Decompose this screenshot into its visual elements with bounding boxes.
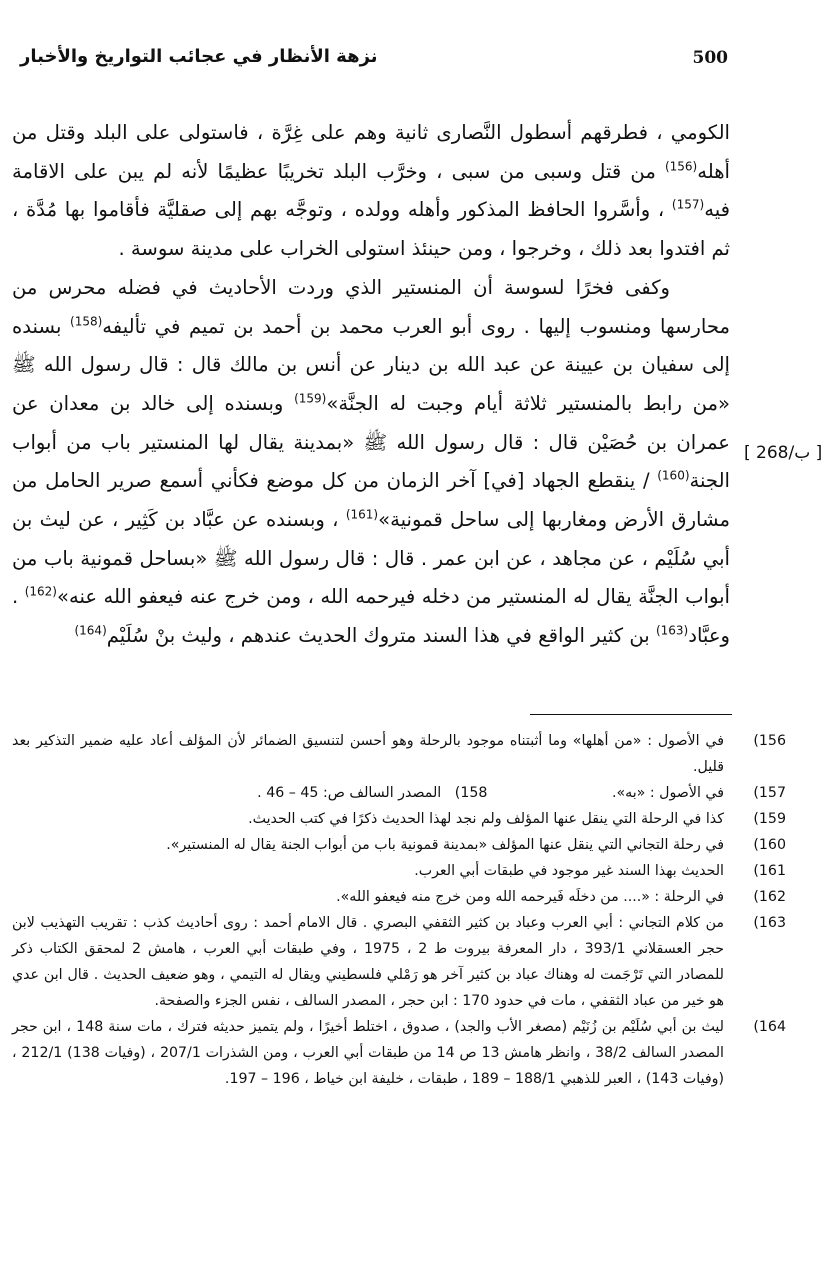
footnote-164 [12,1014,790,1092]
footnote-text: في الرحلة : «.... من دخلَه فَيرحمه الله ومن خرج منه فيعفو الله». [336,889,724,905]
text-run: بن كثير الواقع في هذا السند متروك الحديث عندهم ، وليث بنْ سُلَيْم [106,624,656,648]
footnote-number: 159) [753,811,786,827]
running-title: نزهة الأنظار في عجائب التواريخ والأخبار [20,46,378,67]
text-run: وبسنده إلى خالد بن معدان عن عمران بن حُصَيْن قال : قال رسول الله ﷺ «بمدينة يقال لها المنستير باب من أبواب الجنة [12,391,730,493]
footnote-163 [12,910,790,1014]
footnote-text: المصدر السالف ص: 45 – 46 . [257,785,442,801]
footnote-ref-160[interactable]: (160) [657,468,690,483]
manuscript-folio-marker: [ 268/ب ] [744,443,823,463]
text-run: وكفى فخرًا لسوسة أن المنستير الذي وردت الأحاديث في فضله محرس من محارسها ومنسوب إليها . روى أبو العرب محمد بن أحمد بن تميم في تأليفه [12,275,730,338]
page-header [20,40,816,76]
footnote-text: ليث بن أبي سُلَيْم بن زُنَيْم (مصغر الأب والجد) ، صدوق ، اختلط أخيرًا ، ولم يتميز حديثه فترك ، مات سنة 148 ، ابن حجر المصدر السالف 38/2 ، وانظر هامش 13 ص 14 من طبقات أبي العرب ، ومن الشذرات 207/1 ، (وفيات 138) 212/1 ، (وفيات 143) ، العبر للذهبي 188/1 – 189 ، طبقات ، خليفة ابن خياط ، 196 – 197. [12,1019,724,1087]
text-run: / ينقطع الجهاد [في] آخر الزمان من كل موضع فكأني أسمع صرير الحامل من مشارق الأرض ومغاربها إلى ساحل قمونية» [12,469,731,532]
footnote-ref-156[interactable]: (156) [664,159,698,174]
page-number: 500 [692,48,728,68]
footnote-number: 162) [753,889,786,905]
text-run: . وعبَّاد [12,585,730,648]
footnote-text: الحديث بهذا السند غير موجود في طبقات أبي العرب. [414,863,724,879]
footnote-160 [12,832,790,858]
footnote-text: في الأصول : «به». [611,785,724,801]
footnote-ref-162[interactable]: (162) [24,584,57,599]
footnote-separator [530,714,732,715]
footnote-text: في رحلة التجاني التي ينقل عنها المؤلف «بمدينة قمونية باب من أبواب الجنة يقال له المنستير». [166,837,724,853]
text-run: ، وبسنده عن عبَّاد بن كَثِير ، عن ليث بن أبي سُلَيْم ، عن مجاهد ، عن ابن عمر . قال : قال رسول الله ﷺ «بساحل قمونية باب من أبواب الجنَّة يقال له المنستير من دخله فيرحمه الله ، ومن خرج عنه فيعفو الله عنه» [12,508,730,609]
footnote-number: 161) [753,863,786,879]
footnote-number: 160) [753,837,786,853]
footnote-ref-164[interactable]: (164) [74,623,107,638]
footnote-159 [12,806,790,832]
footnote-text: كذا في الرحلة التي ينقل عنها المؤلف ولم نجد لهذا الحديث ذكرًا في كتب الحديث. [248,811,724,827]
footnote-number: 156) [753,733,786,749]
text-run: بسنده إلى سفيان بن عيينة عن عبد الله بن دينار عن أنس بن مالك قال : قال رسول الله ﷺ «من رابط بالمنستير ثلاثة أيام وجبت له الجنَّة» [12,314,730,415]
footnote-number: 164) [753,1019,786,1035]
text-run: ، وأسَّروا الحافظ المذكور وأهله وولده ، وتوجَّه بهم إلى صقليَّة فأقاموا بها مُدَّة ، ثم افتدوا بعد ذلك ، وخرجوا ، ومن حينئذ استولى الخراب على مدينة سوسة . [12,198,730,261]
text-run: الكومي ، فطرقهم أسطول النَّصارى ثانية وهم على غِرَّة ، فاستولى على البلد وقتل من أهله [12,121,730,183]
footnote-157-158 [12,780,790,806]
footnote-number: 163) [753,915,786,931]
footnote-158-inline [257,780,607,806]
footnote-ref-163[interactable]: (163) [655,623,689,638]
footnote-ref-159[interactable]: (159) [294,391,327,406]
footnote-156 [12,728,790,780]
footnote-text: من كلام التجاني : أبي العرب وعباد بن كثير الثقفي البصري . قال الامام أحمد : روى أحاديث كذب : تقريب التهذيب لابن حجر العسقلاني 393/1 ، دار المعرفة بيروت ط 2 ، 1975 ، وفي طبقات أبي العرب ، هامش 2 لمحقق الكتاب ذكر للمصادر التي تَرْجَمت له وهناك عباد بن كثير آخر هو رَمْلي فلسطيني ويقال له التيمي ، وهو ضعيف الحديث . قال ابن عدي هو خير من عباد الثقفي ، مات في حدود 170 : ابن حجر ، المصدر السالف ، نفس الجزء والصفحة. [12,915,725,1009]
paragraph-1 [12,114,730,269]
footnote-number: 158) [454,785,488,801]
footnote-161 [12,858,790,884]
paragraph-2 [12,269,730,656]
footnote-162 [12,884,790,910]
main-text [12,114,730,656]
footnote-ref-157[interactable]: (157) [671,197,705,212]
footnote-number: 157) [753,785,786,801]
footnote-ref-161[interactable]: (161) [345,507,379,522]
footnote-text: في الأصول : «من أهلها» وما أثبتناه موجود بالرحلة وهو أحسن لتنسيق الضمائر لأن المؤلف أعاد عليه ضمير التذكير بعد قليل. [12,733,724,775]
text-run: من قتل وسبى من سبى ، وخرَّب البلد تخريبًا عظيمًا لأنه لم يبن على الاقامة فيه [12,159,730,222]
footnotes [12,728,790,1092]
footnote-ref-158[interactable]: (158) [70,313,103,328]
